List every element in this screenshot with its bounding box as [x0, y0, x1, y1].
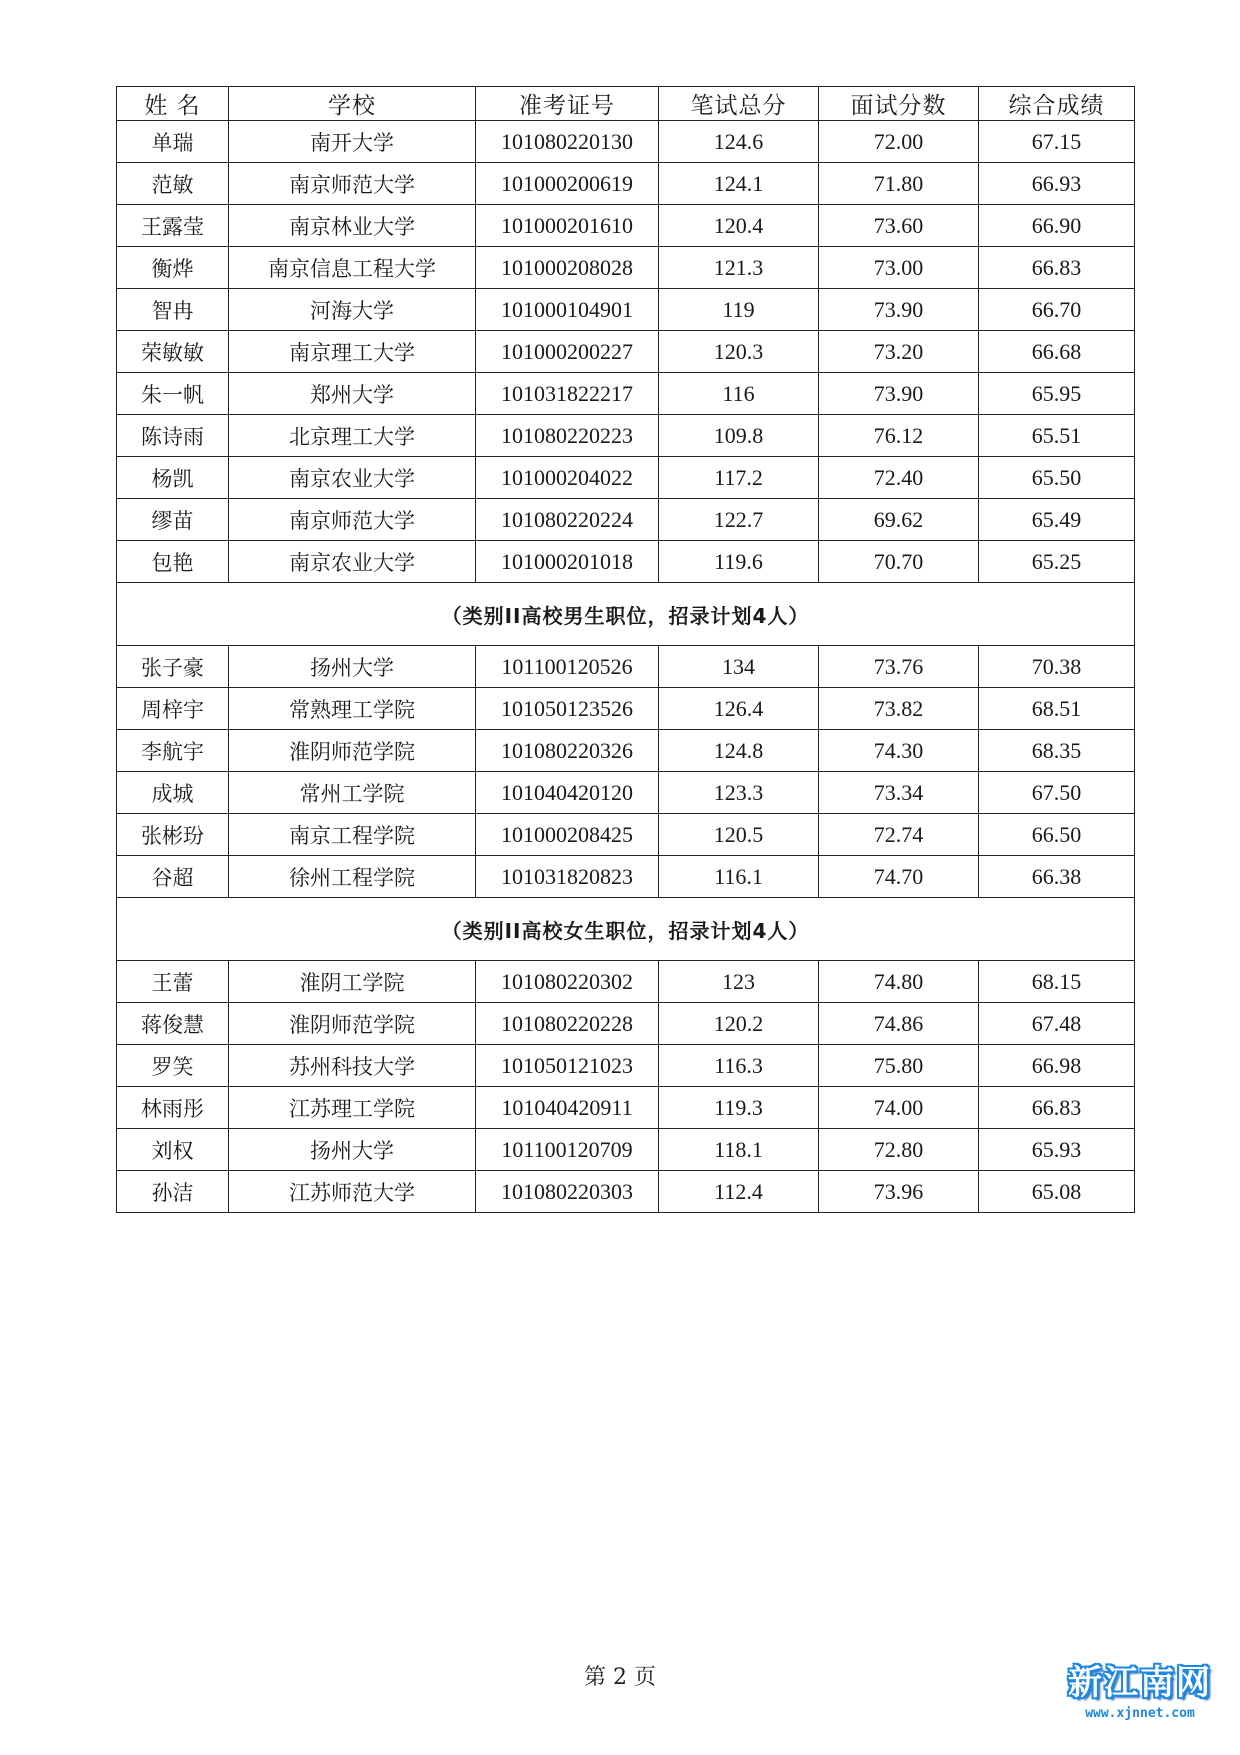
watermark-brand: 新江南网: [1068, 1663, 1212, 1703]
cell-name: 衡烨: [117, 247, 229, 289]
cell-total-score: 65.08: [979, 1171, 1135, 1213]
cell-interview-score: 72.40: [819, 457, 979, 499]
cell-school: 南京林业大学: [229, 205, 476, 247]
cell-interview-score: 72.74: [819, 814, 979, 856]
cell-name: 张子豪: [117, 646, 229, 688]
cell-total-score: 66.38: [979, 856, 1135, 898]
cell-interview-score: 73.34: [819, 772, 979, 814]
cell-exam-id: 101100120526: [476, 646, 659, 688]
cell-written-score: 120.4: [659, 205, 819, 247]
cell-exam-id: 101000208425: [476, 814, 659, 856]
cell-exam-id: 101031822217: [476, 373, 659, 415]
header-name: 姓 名: [117, 87, 229, 121]
cell-exam-id: 101100120709: [476, 1129, 659, 1171]
cell-interview-score: 75.80: [819, 1045, 979, 1087]
table-header: [117, 87, 1135, 121]
cell-interview-score: 72.00: [819, 121, 979, 163]
cell-name: 刘权: [117, 1129, 229, 1171]
cell-school: 南京信息工程大学: [229, 247, 476, 289]
cell-school: 淮阴工学院: [229, 961, 476, 1003]
watermark-url: www.xjnnet.com: [1085, 1706, 1195, 1721]
cell-interview-score: 74.80: [819, 961, 979, 1003]
cell-school: 淮阴师范学院: [229, 1003, 476, 1045]
cell-interview-score: 69.62: [819, 499, 979, 541]
cell-name: 单瑞: [117, 121, 229, 163]
cell-school: 南京农业大学: [229, 457, 476, 499]
cell-name: 孙洁: [117, 1171, 229, 1213]
cell-total-score: 67.48: [979, 1003, 1135, 1045]
cell-written-score: 119.3: [659, 1087, 819, 1129]
cell-exam-id: 101000200619: [476, 163, 659, 205]
cell-exam-id: 101000208028: [476, 247, 659, 289]
cell-name: 谷超: [117, 856, 229, 898]
cell-school: 扬州大学: [229, 1129, 476, 1171]
cell-total-score: 68.35: [979, 730, 1135, 772]
cell-exam-id: 101080220326: [476, 730, 659, 772]
cell-school: 河海大学: [229, 289, 476, 331]
cell-written-score: 122.7: [659, 499, 819, 541]
cell-school: 江苏理工学院: [229, 1087, 476, 1129]
cell-written-score: 116: [659, 373, 819, 415]
cell-name: 智冉: [117, 289, 229, 331]
cell-total-score: 66.98: [979, 1045, 1135, 1087]
cell-interview-score: 73.90: [819, 373, 979, 415]
header-total-score: 综合成绩: [979, 87, 1135, 121]
cell-total-score: 65.49: [979, 499, 1135, 541]
cell-exam-id: 101000201018: [476, 541, 659, 583]
table-row: [117, 1045, 1135, 1087]
table-row: [117, 121, 1135, 163]
cell-written-score: 124.1: [659, 163, 819, 205]
cell-interview-score: 71.80: [819, 163, 979, 205]
cell-written-score: 120.3: [659, 331, 819, 373]
cell-name: 李航宇: [117, 730, 229, 772]
cell-name: 蒋俊慧: [117, 1003, 229, 1045]
cell-name: 范敏: [117, 163, 229, 205]
cell-written-score: 119.6: [659, 541, 819, 583]
table-row: [117, 646, 1135, 688]
cell-name: 成城: [117, 772, 229, 814]
cell-written-score: 117.2: [659, 457, 819, 499]
cell-school: 徐州工程学院: [229, 856, 476, 898]
cell-exam-id: 101080220303: [476, 1171, 659, 1213]
cell-total-score: 65.51: [979, 415, 1135, 457]
table-row: [117, 289, 1135, 331]
table-row: [117, 247, 1135, 289]
cell-interview-score: 73.96: [819, 1171, 979, 1213]
cell-exam-id: 101040420911: [476, 1087, 659, 1129]
cell-written-score: 120.2: [659, 1003, 819, 1045]
cell-total-score: 65.25: [979, 541, 1135, 583]
cell-school: 南开大学: [229, 121, 476, 163]
cell-written-score: 118.1: [659, 1129, 819, 1171]
cell-total-score: 65.50: [979, 457, 1135, 499]
cell-school: 南京工程学院: [229, 814, 476, 856]
cell-written-score: 123: [659, 961, 819, 1003]
cell-written-score: 112.4: [659, 1171, 819, 1213]
cell-written-score: 124.8: [659, 730, 819, 772]
cell-exam-id: 101080220130: [476, 121, 659, 163]
table-body: [117, 121, 1135, 1213]
cell-exam-id: 101000104901: [476, 289, 659, 331]
cell-interview-score: 73.20: [819, 331, 979, 373]
cell-exam-id: 101000204022: [476, 457, 659, 499]
table-row: [117, 415, 1135, 457]
cell-name: 荣敏敏: [117, 331, 229, 373]
cell-written-score: 119: [659, 289, 819, 331]
cell-name: 王露莹: [117, 205, 229, 247]
table-row: [117, 772, 1135, 814]
cell-name: 朱一帆: [117, 373, 229, 415]
header-exam-id: 准考证号: [476, 87, 659, 121]
cell-written-score: 109.8: [659, 415, 819, 457]
cell-written-score: 126.4: [659, 688, 819, 730]
cell-total-score: 67.50: [979, 772, 1135, 814]
table-row: [117, 814, 1135, 856]
header-row: [117, 87, 1135, 121]
cell-school: 常州工学院: [229, 772, 476, 814]
table-row: [117, 1171, 1135, 1213]
cell-total-score: 66.50: [979, 814, 1135, 856]
cell-interview-score: 73.76: [819, 646, 979, 688]
cell-name: 陈诗雨: [117, 415, 229, 457]
cell-written-score: 134: [659, 646, 819, 688]
cell-exam-id: 101080220302: [476, 961, 659, 1003]
header-interview-score: 面试分数: [819, 87, 979, 121]
score-table: [116, 86, 1135, 1213]
cell-school: 苏州科技大学: [229, 1045, 476, 1087]
cell-school: 常熟理工学院: [229, 688, 476, 730]
table-row: [117, 961, 1135, 1003]
cell-interview-score: 76.12: [819, 415, 979, 457]
cell-interview-score: 72.80: [819, 1129, 979, 1171]
cell-school: 南京农业大学: [229, 541, 476, 583]
cell-exam-id: 101000201610: [476, 205, 659, 247]
cell-interview-score: 73.82: [819, 688, 979, 730]
header-school: 学校: [229, 87, 476, 121]
cell-written-score: 116.3: [659, 1045, 819, 1087]
cell-total-score: 65.93: [979, 1129, 1135, 1171]
table-row: [117, 1003, 1135, 1045]
cell-exam-id: 101080220224: [476, 499, 659, 541]
cell-school: 郑州大学: [229, 373, 476, 415]
table-row: [117, 163, 1135, 205]
cell-interview-score: 74.00: [819, 1087, 979, 1129]
cell-interview-score: 73.60: [819, 205, 979, 247]
page-number: 第 2 页: [584, 1665, 656, 1690]
cell-total-score: 65.95: [979, 373, 1135, 415]
table-row: [117, 688, 1135, 730]
table-row: [117, 541, 1135, 583]
table-row: [117, 856, 1135, 898]
cell-name: 王蕾: [117, 961, 229, 1003]
cell-written-score: 121.3: [659, 247, 819, 289]
cell-total-score: 66.70: [979, 289, 1135, 331]
table-row: [117, 457, 1135, 499]
site-watermark-logo: [1060, 1655, 1220, 1721]
table-row: [117, 331, 1135, 373]
cell-interview-score: 73.00: [819, 247, 979, 289]
table-row: [117, 1129, 1135, 1171]
header-written-score: 笔试总分: [659, 87, 819, 121]
table-row: [117, 499, 1135, 541]
cell-total-score: 66.93: [979, 163, 1135, 205]
cell-name: 杨凯: [117, 457, 229, 499]
cell-exam-id: 101050123526: [476, 688, 659, 730]
cell-interview-score: 74.86: [819, 1003, 979, 1045]
cell-total-score: 68.51: [979, 688, 1135, 730]
cell-school: 南京理工大学: [229, 331, 476, 373]
cell-total-score: 66.90: [979, 205, 1135, 247]
cell-total-score: 67.15: [979, 121, 1135, 163]
cell-name: 缪苗: [117, 499, 229, 541]
cell-written-score: 124.6: [659, 121, 819, 163]
cell-total-score: 66.83: [979, 1087, 1135, 1129]
cell-exam-id: 101000200227: [476, 331, 659, 373]
table-row: [117, 205, 1135, 247]
cell-interview-score: 73.90: [819, 289, 979, 331]
cell-exam-id: 101080220228: [476, 1003, 659, 1045]
cell-name: 罗笑: [117, 1045, 229, 1087]
cell-exam-id: 101031820823: [476, 856, 659, 898]
cell-name: 包艳: [117, 541, 229, 583]
section-caption-row: [117, 583, 1135, 646]
table-row: [117, 1087, 1135, 1129]
cell-school: 南京师范大学: [229, 499, 476, 541]
cell-name: 林雨彤: [117, 1087, 229, 1129]
cell-name: 张彬玢: [117, 814, 229, 856]
cell-interview-score: 70.70: [819, 541, 979, 583]
section-caption: （类别II高校男生职位，招录计划4人）: [117, 583, 1135, 646]
cell-interview-score: 74.70: [819, 856, 979, 898]
cell-school: 扬州大学: [229, 646, 476, 688]
cell-written-score: 123.3: [659, 772, 819, 814]
section-caption: （类别II高校女生职位，招录计划4人）: [117, 898, 1135, 961]
cell-school: 淮阴师范学院: [229, 730, 476, 772]
table-row: [117, 373, 1135, 415]
cell-total-score: 66.83: [979, 247, 1135, 289]
cell-written-score: 116.1: [659, 856, 819, 898]
cell-school: 江苏师范大学: [229, 1171, 476, 1213]
section-caption-row: [117, 898, 1135, 961]
cell-exam-id: 101080220223: [476, 415, 659, 457]
cell-exam-id: 101050121023: [476, 1045, 659, 1087]
cell-total-score: 70.38: [979, 646, 1135, 688]
cell-total-score: 66.68: [979, 331, 1135, 373]
cell-school: 北京理工大学: [229, 415, 476, 457]
table-row: [117, 730, 1135, 772]
cell-school: 南京师范大学: [229, 163, 476, 205]
cell-written-score: 120.5: [659, 814, 819, 856]
cell-exam-id: 101040420120: [476, 772, 659, 814]
cell-name: 周梓宇: [117, 688, 229, 730]
cell-total-score: 68.15: [979, 961, 1135, 1003]
cell-interview-score: 74.30: [819, 730, 979, 772]
